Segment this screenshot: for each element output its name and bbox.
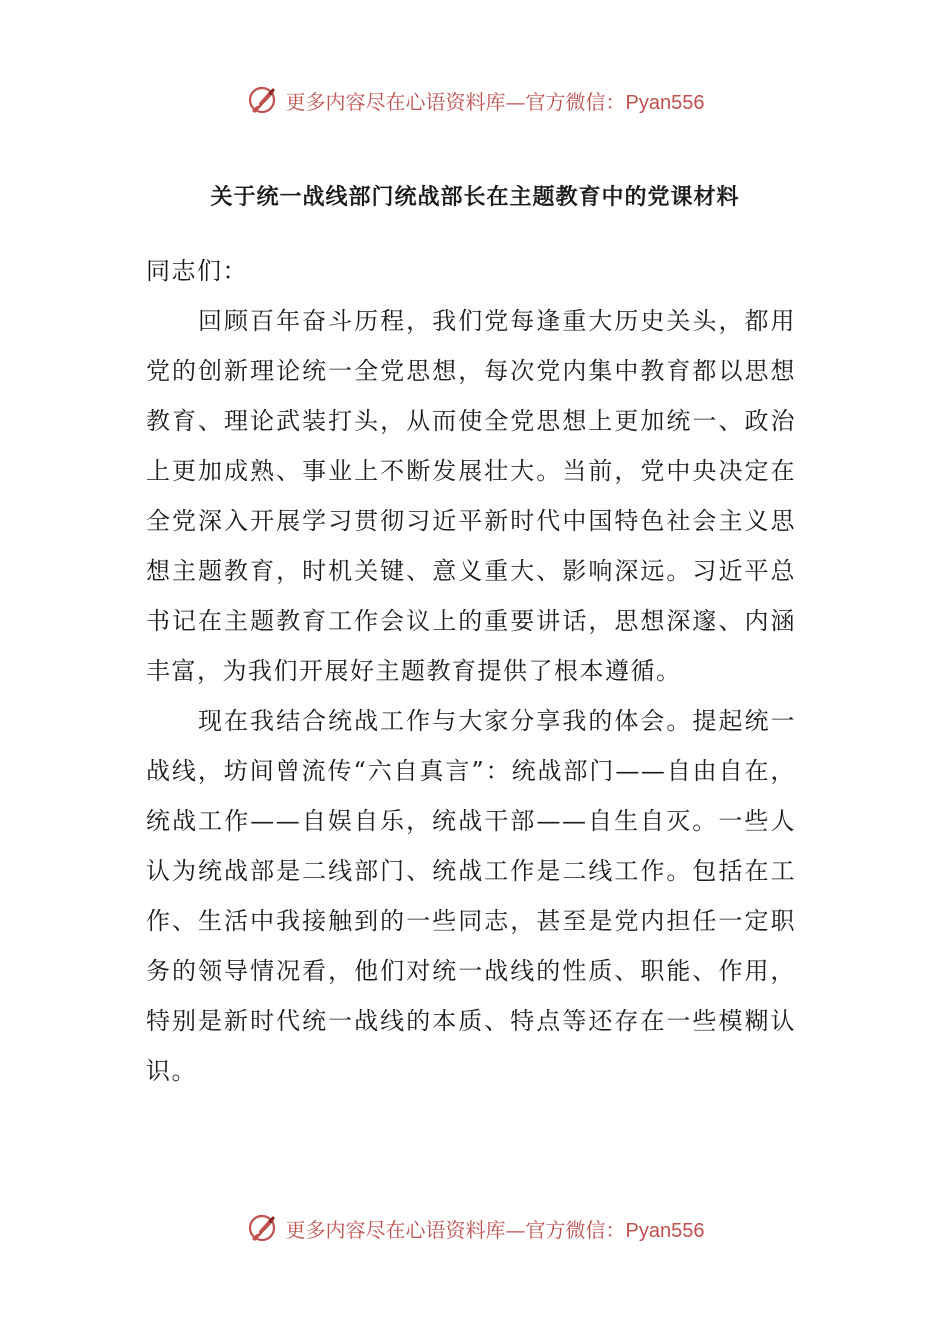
watermark-handle: Pyan556 bbox=[625, 1219, 705, 1242]
watermark-text bbox=[286, 1214, 705, 1243]
salutation: 同志们： bbox=[146, 257, 248, 285]
paragraph: 现在我结合统战工作与大家分享我的体会。提起统一战线，坊间曾流传“六自真言”：统战部门——自由自在，统战工作——自娱自乐，统战干部——自生自灭。一些人认为统战部是二线部门、统战工作是二线工作。包括在工作、生活中我接触到的一些同志，甚至是党内担任一定职务的领导情况看，他们对统一战线的性质、职能、作用，特别是新时代统一战线的本质、特点等还存在一些模糊认识。 bbox=[146, 707, 796, 1085]
document-body bbox=[146, 246, 796, 1096]
pen-logo-icon bbox=[246, 84, 278, 116]
pen-logo-icon bbox=[246, 1212, 278, 1244]
watermark-label: 更多内容尽在心语资料库—官方微信： bbox=[285, 89, 626, 114]
watermark-label: 更多内容尽在心语资料库—官方微信： bbox=[285, 1217, 626, 1242]
watermark-handle: Pyan556 bbox=[625, 91, 705, 114]
header-watermark bbox=[0, 84, 950, 116]
paragraph: 回顾百年奋斗历程，我们党每逢重大历史关头，都用党的创新理论统一全党思想，每次党内集中教育都以思想教育、理论武装打头，从而使全党思想上更加统一、政治上更加成熟、事业上不断发展壮大。当前，党中央决定在全党深入开展学习贯彻习近平新时代中国特色社会主义思想主题教育，时机关键、意义重大、影响深远。习近平总书记在主题教育工作会议上的重要讲话，思想深邃、内涵丰富，为我们开展好主题教育提供了根本遵循。 bbox=[146, 307, 796, 685]
watermark-text bbox=[286, 86, 705, 115]
document-title: 关于统一战线部门统战部长在主题教育中的党课材料 bbox=[210, 185, 740, 210]
footer-watermark bbox=[0, 1212, 950, 1244]
